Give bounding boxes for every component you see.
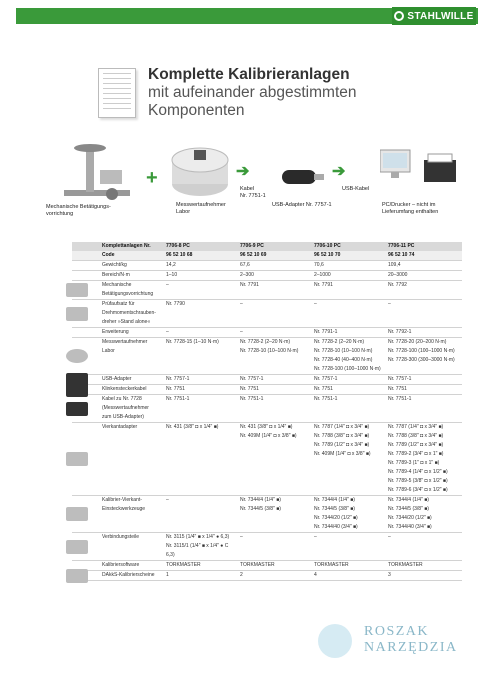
transducer-label: Messwertaufnehmer Labor bbox=[176, 202, 226, 215]
row-label: Mechanische Betätigungsvorrichtung bbox=[102, 282, 154, 297]
table-body bbox=[72, 261, 462, 581]
square-thumbnail-icon bbox=[66, 452, 88, 466]
transducer-thumbnail-icon bbox=[66, 349, 88, 363]
table-cell: 67,6 bbox=[240, 262, 250, 268]
table-cell: – bbox=[166, 497, 169, 503]
pc-printer-label: PC/Drucker – nicht im Lieferumfang enthalten bbox=[382, 202, 439, 215]
watermark-line-1: ROSZAK bbox=[364, 624, 430, 639]
table-row bbox=[72, 533, 462, 561]
table-cell: Nr. 7757-1 bbox=[388, 376, 412, 382]
table-cell: – bbox=[314, 301, 317, 307]
table-cell: Nr. 7344/4 (1/4" ■) Nr. 7344/5 (3/8" ■) Nr. 7344/20 (1/2" ■) Nr. 7344/40 (3/4" ■) bbox=[388, 497, 432, 530]
adapter-thumbnail-icon bbox=[66, 307, 88, 321]
table-row bbox=[72, 423, 462, 496]
table-cell: 96 52 10 74 bbox=[388, 252, 415, 258]
row-label: Gewicht/kg bbox=[102, 262, 127, 268]
table-cell: 96 52 10 69 bbox=[240, 252, 267, 258]
table-cell: Nr. 7751 bbox=[166, 386, 185, 392]
table-cell: 1 bbox=[166, 572, 169, 578]
table-cell: 70,6 bbox=[314, 262, 324, 268]
table-row bbox=[72, 261, 462, 271]
mechanical-actuator-image bbox=[56, 140, 136, 202]
row-label: USB-Adapter bbox=[102, 376, 132, 382]
table-cell: Nr. 7790 bbox=[166, 301, 185, 307]
table-cell: Nr. 7344/4 (1/4" ■) Nr. 7344/5 (3/8" ■) Nr. 7344/20 (1/2" ■) Nr. 7344/40 (3/4" ■) bbox=[314, 497, 358, 530]
pc-printer-image bbox=[380, 148, 460, 194]
table-cell: Nr. 7751-1 bbox=[314, 396, 338, 402]
usb-cable-label: USB-Kabel bbox=[342, 186, 370, 192]
row-label: Vierkantadapter bbox=[102, 424, 138, 430]
table-cell: – bbox=[388, 301, 391, 307]
table-row bbox=[72, 328, 462, 338]
brand-name: STAHLWILLE bbox=[407, 10, 474, 22]
table-cell: 4 bbox=[314, 572, 317, 578]
arrow-right-icon: ➔ bbox=[236, 163, 250, 180]
table-row bbox=[72, 385, 462, 395]
column-header: Komplettanlagen Nr. bbox=[102, 243, 151, 249]
table-cell: – bbox=[240, 534, 243, 540]
cable-label: Kabel Nr. 7751-1 bbox=[240, 186, 266, 199]
table-cell: – bbox=[240, 329, 243, 335]
table-cell: Nr. 431 (3/8" ◘ x 1/4" ■) Nr. 409M (1/4" ◘ x 3/8" ■) bbox=[240, 424, 297, 439]
table-cell: Nr. 7751-1 bbox=[166, 396, 190, 402]
actuator-thumbnail-icon bbox=[66, 283, 88, 297]
watermark-line-2: NARZĘDZIA bbox=[364, 640, 458, 655]
cert-thumbnail-icon bbox=[66, 569, 88, 583]
table-cell: 96 52 10 70 bbox=[314, 252, 341, 258]
table-cell: – bbox=[314, 534, 317, 540]
title-line-2: mit aufeinander abgestimmten bbox=[148, 84, 357, 101]
table-cell: Nr. 7751 bbox=[314, 386, 333, 392]
table-cell: – bbox=[388, 534, 391, 540]
usb-adapter-label: USB-Adapter Nr. 7757-1 bbox=[272, 202, 332, 208]
table-cell: Nr. 3115 (1/4" ■ x 1/4" ● 6,3) Nr. 3115/1 (1/4" ■ x 1/4" ● C 6,3) bbox=[166, 534, 230, 558]
row-label: DAkkS-Kalibrierscheine bbox=[102, 572, 155, 578]
tool-thumbnail-icon bbox=[66, 507, 88, 521]
table-cell: Nr. 7757-1 bbox=[240, 376, 264, 382]
table-row bbox=[72, 375, 462, 385]
table-row bbox=[72, 561, 462, 571]
table-cell: Nr. 7751-1 bbox=[388, 396, 412, 402]
arrow-right-icon: ➔ bbox=[332, 163, 346, 180]
table-cell: Nr. 7792 bbox=[388, 282, 407, 288]
table-cell: Nr. 7344/4 (1/4" ■) Nr. 7344/5 (3/8" ■) bbox=[240, 497, 281, 512]
table-cell: Nr. 7791 bbox=[240, 282, 259, 288]
table-cell: Nr. 7792-1 bbox=[388, 329, 412, 335]
table-cell: Nr. 7791 bbox=[314, 282, 333, 288]
table-cell: – bbox=[166, 282, 169, 288]
table-row bbox=[72, 271, 462, 281]
table-cell: Nr. 7728-20 (20–200 N·m) Nr. 7728-100 (100–1000 N·m) Nr. 7728-300 (300–3000 N·m) bbox=[388, 339, 455, 363]
table-cell: – bbox=[240, 301, 243, 307]
table-cell: Nr. 7728-2 (2–20 N·m) Nr. 7728-10 (10–100 N·m) bbox=[240, 339, 299, 354]
table-row bbox=[72, 281, 462, 300]
table-cell: 2 bbox=[240, 572, 243, 578]
table-cell: Nr. 431 (3/8" ◘ x 1/4" ■) bbox=[166, 424, 219, 430]
table-header-row bbox=[72, 242, 462, 251]
table-cell: 14,2 bbox=[166, 262, 176, 268]
row-label: Kalibriersoftware bbox=[102, 562, 140, 568]
title-line-1: Komplette Kalibrieranlagen bbox=[148, 66, 350, 83]
row-label: Kalibrier-Vierkant- Einsteckwerkzeuge bbox=[102, 497, 146, 512]
table-cell: Nr. 7757-1 bbox=[314, 376, 338, 382]
table-cell: – bbox=[166, 329, 169, 335]
mechanical-actuator-label: Mechanische Betätigungs- vorrichtung bbox=[46, 204, 111, 217]
plus-icon: + bbox=[146, 167, 158, 189]
table-cell: TORKMASTER bbox=[240, 562, 275, 568]
table-cell: Nr. 7751 bbox=[388, 386, 407, 392]
table-cell: Nr. 7751-1 bbox=[240, 396, 264, 402]
table-cell: Nr. 7757-1 bbox=[166, 376, 190, 382]
row-label: Messwertaufnehmer Labor bbox=[102, 339, 148, 354]
roszak-watermark bbox=[318, 620, 468, 662]
cable-thumbnail-icon bbox=[66, 402, 88, 416]
stahlwille-logo bbox=[392, 7, 476, 25]
table-cell: Nr. 7728-15 (1–10 N·m) bbox=[166, 339, 219, 345]
row-label: Klinkensteckerkabel bbox=[102, 386, 147, 392]
table-cell: Nr. 7751 bbox=[240, 386, 259, 392]
table-row bbox=[72, 395, 462, 423]
page-title bbox=[148, 66, 468, 120]
table-cell: 109,4 bbox=[388, 262, 401, 268]
table-cell: 1–10 bbox=[166, 272, 178, 278]
column-header: 7706-9 PC bbox=[240, 243, 264, 249]
table-row bbox=[72, 571, 462, 581]
table-cell: TORKMASTER bbox=[314, 562, 349, 568]
gear-icon bbox=[394, 11, 404, 21]
specification-table bbox=[72, 242, 462, 581]
table-cell: Code bbox=[102, 252, 115, 258]
table-cell: 20–3000 bbox=[388, 272, 408, 278]
table-cell: TORKMASTER bbox=[166, 562, 201, 568]
table-cell: 2–300 bbox=[240, 272, 254, 278]
table-cell: 96 52 10 68 bbox=[166, 252, 193, 258]
table-cell: TORKMASTER bbox=[388, 562, 423, 568]
title-line-3: Komponenten bbox=[148, 102, 245, 119]
row-label: Kabel zu Nr. 7728 (Messwertaufnehmer zum USB-Adapter) bbox=[102, 396, 149, 420]
row-label: Verbindungsteile bbox=[102, 534, 139, 540]
table-cell: Nr. 7787 (1/4" ◘ x 3/4" ■) Nr. 7788 (3/8" ◘ x 3/4" ■) Nr. 7789 (1/2" ◘ x 3/4" ■) Nr. 409M (1/4" ◘ x 3/8" ■) bbox=[314, 424, 371, 457]
transducer-image bbox=[170, 146, 230, 200]
row-label: Bereich/N·m bbox=[102, 272, 130, 278]
system-overview bbox=[46, 140, 476, 230]
table-code-row bbox=[72, 251, 462, 261]
column-header: 7706-10 PC bbox=[314, 243, 341, 249]
connector-thumbnail-icon bbox=[66, 540, 88, 554]
row-label: Erweiterung bbox=[102, 329, 129, 335]
usb-adapter-image bbox=[280, 166, 326, 188]
table-cell: 2–1000 bbox=[314, 272, 331, 278]
column-header: 7706-11 PC bbox=[388, 243, 415, 249]
table-row bbox=[72, 338, 462, 375]
table-cell: Nr. 7787 (1/4" ◘ x 3/4" ■) Nr. 7788 (3/8" ◘ x 3/4" ■) Nr. 7789 (1/2" ◘ x 3/4" ■) Nr. 7789-2 (3/4" ◘ x 1" ■) Nr. 7789-3 (1" ◘ x 1" ■) Nr. 7789-4 (1/4" ◘ x 1/2" ■) Nr. 7789-5 (3/8" ◘ x 1/2" ■) Nr. 7789-6 (3/4" ◘ x 1/2" ■) bbox=[388, 424, 448, 493]
row-label: Prüfaufsatz für Drehmomentschrauben- dreher »Stand alone« bbox=[102, 301, 156, 325]
table-row bbox=[72, 496, 462, 533]
table-cell: Nr. 7728-2 (2–20 N·m) Nr. 7728-10 (10–100 N·m) Nr. 7728-40 (40–400 N·m) Nr. 7728-100 (100–1000 N·m) bbox=[314, 339, 381, 372]
table-row bbox=[72, 300, 462, 328]
table-cell: 3 bbox=[388, 572, 391, 578]
column-header: 7706-8 PC bbox=[166, 243, 190, 249]
calibration-certificate-image bbox=[98, 68, 136, 118]
wrench-icon bbox=[318, 624, 352, 658]
table-cell: Nr. 7791-1 bbox=[314, 329, 338, 335]
